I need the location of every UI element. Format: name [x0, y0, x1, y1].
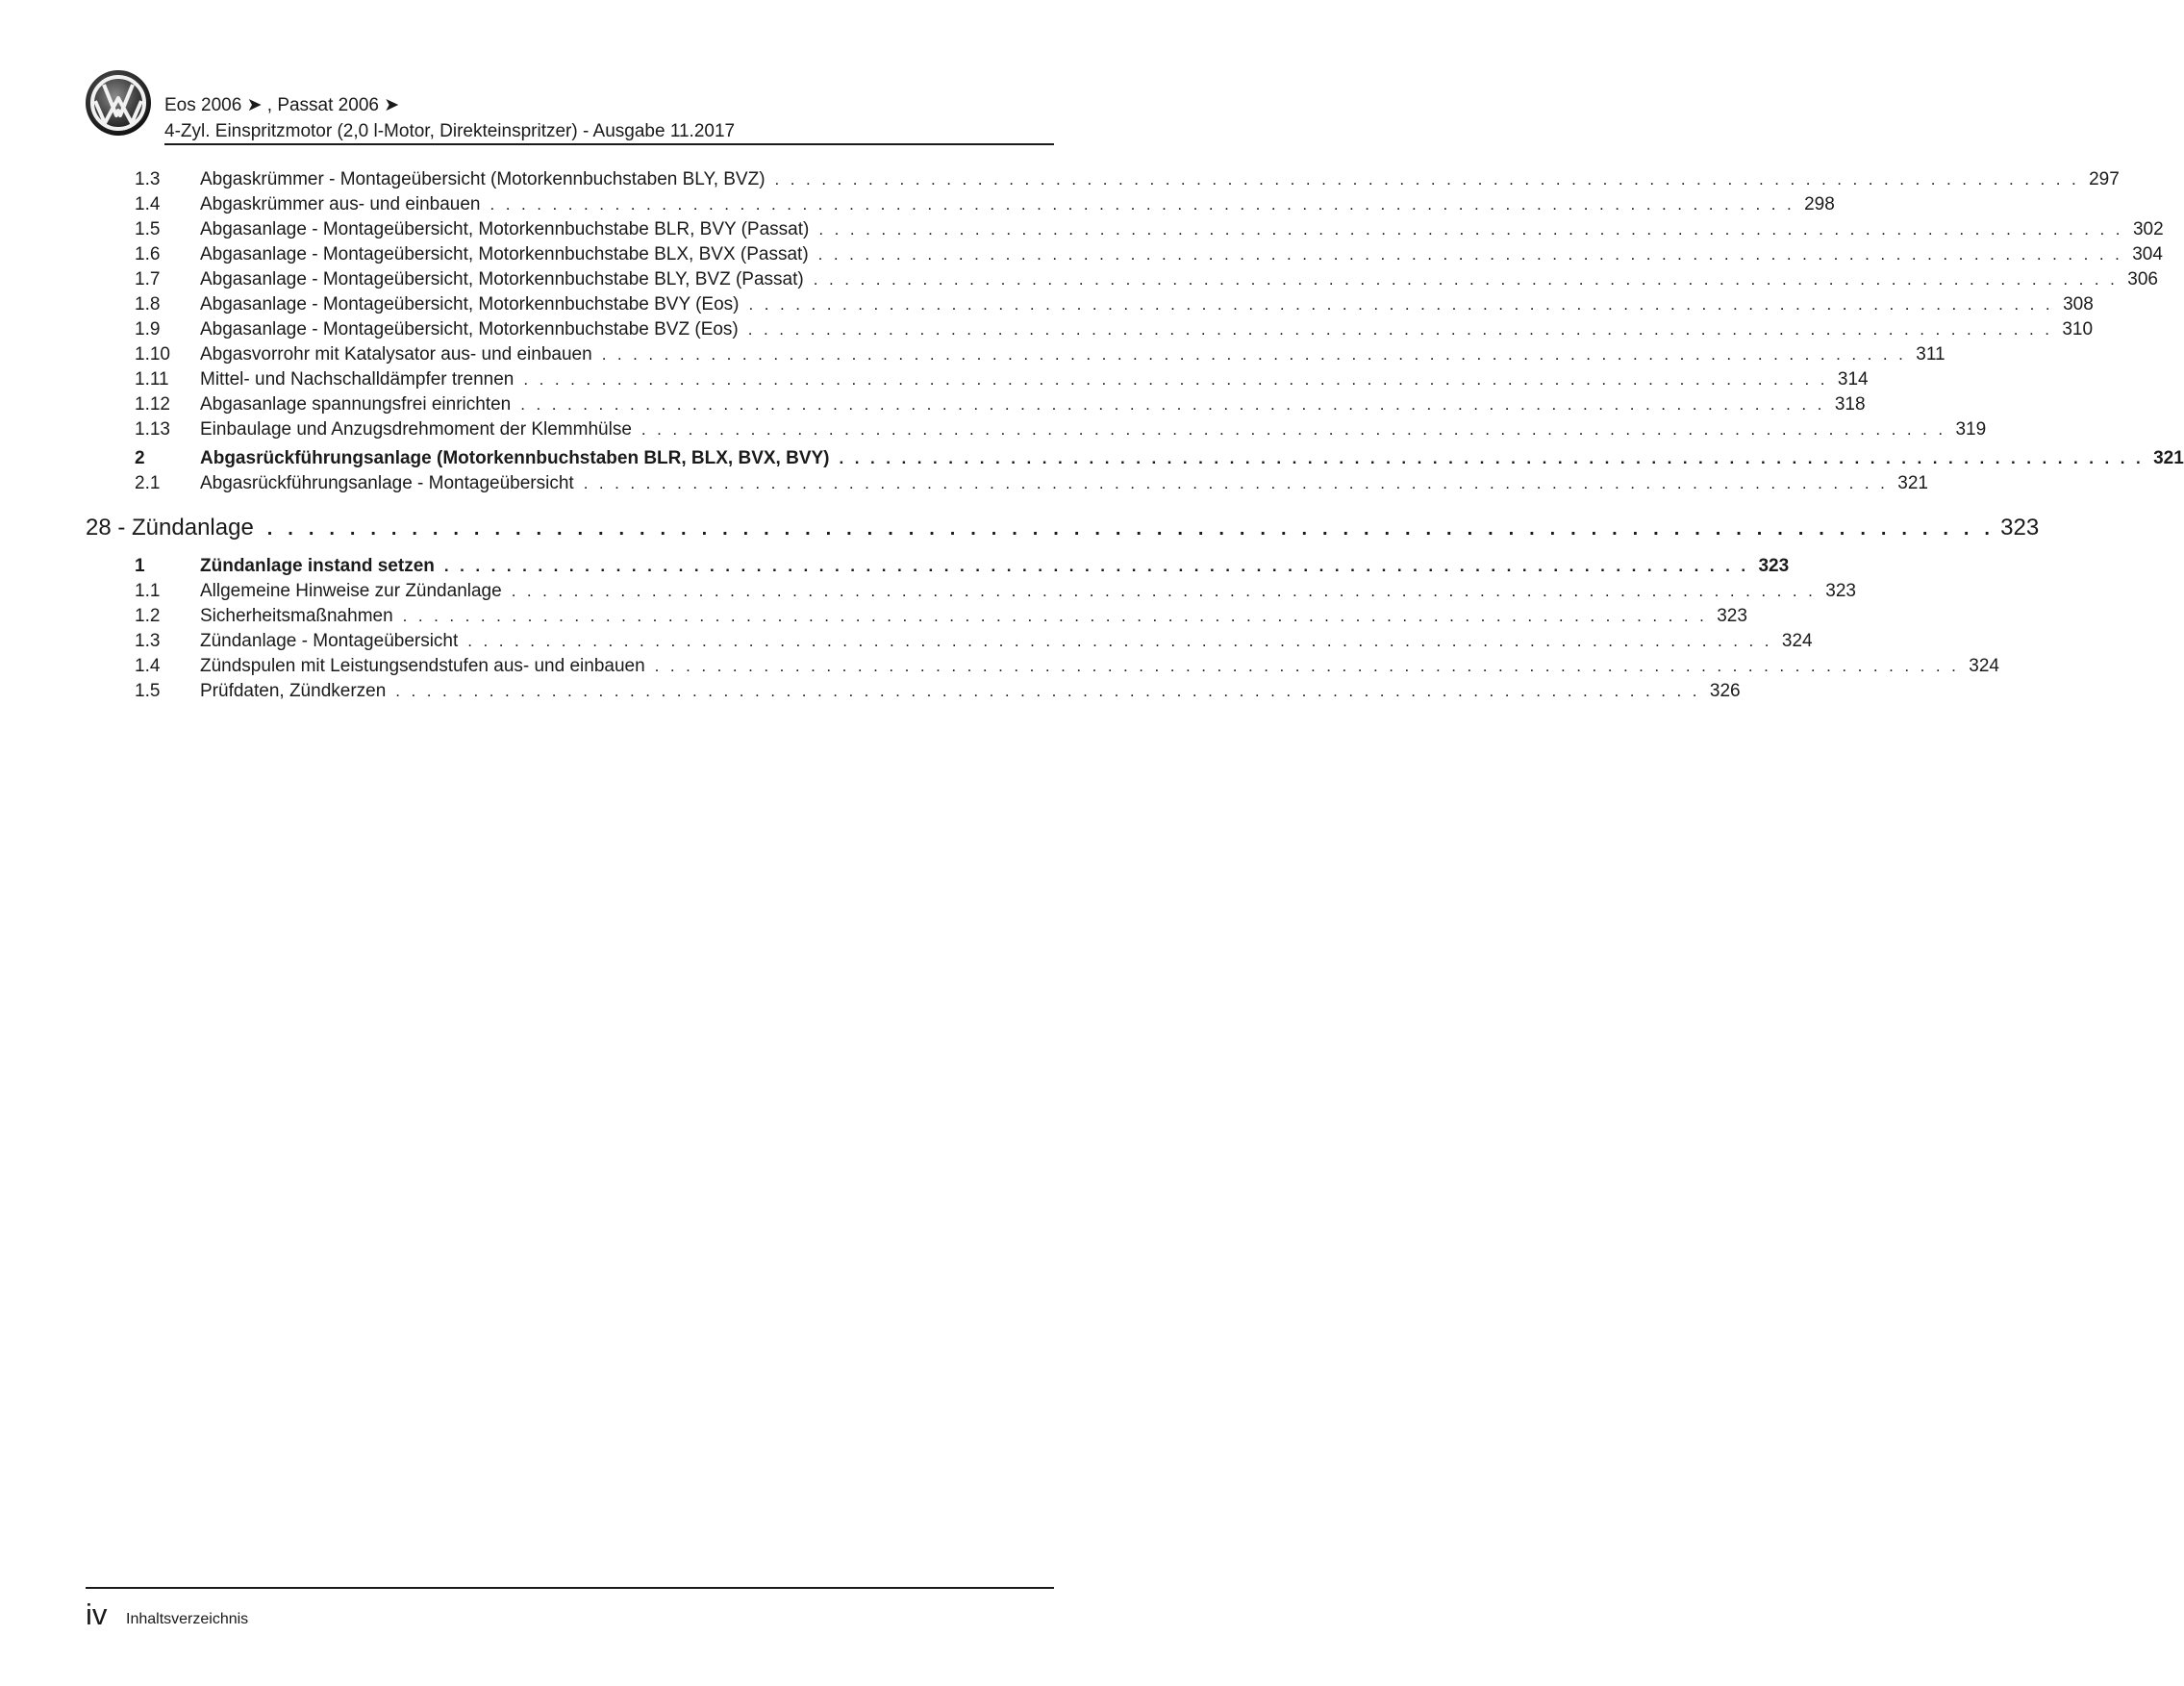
chapter-page: 323 [2000, 515, 2040, 541]
toc-entry-title: Allgemeine Hinweise zur Zündanlage [200, 581, 502, 601]
toc-entry-1-13[interactable] [0, 417, 1987, 442]
toc-leader: . . . . . . . . . . . . . . . . . . . . . . . . . . . . . . . . . . . . . . . . . . . . . . . . . . . . . . . . . . . . . . . . . . . . . . . . . . . . . . . . . . . . [523, 370, 1828, 389]
toc-entry-number: 1.2 [135, 606, 161, 626]
toc-chapter-28[interactable] [86, 512, 2040, 544]
toc-entry-number: 1.1 [135, 581, 161, 601]
toc-entry-page: 297 [2089, 169, 2120, 189]
toc-leader: . . . . . . . . . . . . . . . . . . . . . . . . . . . . . . . . . . . . . . . . . . . . . . . . . . . . . . . . . . . . . . . . . . . . . . . . . . . . . . . . . . . . [748, 295, 2054, 314]
toc-entry-1-10[interactable] [0, 342, 1946, 367]
toc-entry-title: Abgasanlage - Montageübersicht, Motorkennbuchstabe BLY, BVZ (Passat) [200, 269, 804, 289]
toc-leader: . . . . . . . . . . . . . . . . . . . . . . . . . . . . . . . . . . . . . . . . . . . . . . . . . . . . . . . . . . . . . . . . . . . . . . . . . . . . . . . . . . . . [774, 170, 2080, 189]
toc-entry-1-7[interactable] [0, 267, 2158, 292]
toc-leader: . . . . . . . . . . . . . . . . . . . . . . . . . . . . . . . . . . . . . . . . . . . . . . . . . . . . . . . . . . . . . . . . . . . . . . . . . . . . . . . . . . . . [817, 245, 2123, 264]
toc-entry-page: 311 [1916, 344, 1946, 365]
toc-entry-number: 1.10 [135, 344, 170, 365]
toc-entry-title: Einbaulage und Anzugsdrehmoment der Klemmhülse [200, 419, 632, 440]
toc-leader: . . . . . . . . . . . . . . . . . . . . . . . . . . . . . . . . . . . . . . . . . . . . . . . . . . . . . . . . . . . . . . . . . . . . . . . . . . . . . . . . . . . . [747, 320, 2053, 339]
chapter-title: 28 - Zündanlage [86, 515, 254, 541]
toc-leader: . . . . . . . . . . . . . . . . . . . . . . . . . . . . . . . . . . . . . . . . . . . . . . . . . . . . . . . . . . . . . . . . . . . . . . . . . . . . . . . . . . . . [266, 518, 1996, 540]
toc-entry-page: 326 [1709, 681, 1741, 701]
toc-entry-page: 319 [1955, 419, 1987, 440]
toc-entry-number: 1.7 [135, 269, 161, 289]
toc-entry-title: Abgasanlage spannungsfrei einrichten [200, 394, 512, 415]
toc-entry-number: 2.1 [135, 473, 161, 493]
toc-entry-title: Abgasanlage - Montageübersicht, Motorkennbuchstabe BLX, BVX (Passat) [200, 244, 809, 264]
toc-entry-number: 1.3 [135, 169, 161, 189]
toc-entry-1-8[interactable] [0, 292, 2094, 317]
toc-entry-number: 1.5 [135, 219, 161, 239]
toc-leader: . . . . . . . . . . . . . . . . . . . . . . . . . . . . . . . . . . . . . . . . . . . . . . . . . . . . . . . . . . . . . . . . . . . . . . . . . . . . . . . . . . . . [467, 632, 1772, 650]
toc-entry-number: 1 [135, 556, 145, 576]
toc-entry-2-1[interactable] [0, 471, 1928, 496]
toc-entry-number: 1.9 [135, 319, 161, 340]
toc-entry-title: Abgaskrümmer - Montageübersicht (Motorkennbuchstaben BLY, BVZ) [200, 169, 766, 189]
toc-leader: . . . . . . . . . . . . . . . . . . . . . . . . . . . . . . . . . . . . . . . . . . . . . . . . . . . . . . . . . . . . . . . . . . . . . . . . . . . . . . . . . . . . [395, 682, 1700, 700]
toc-entry-title: Mittel- und Nachschalldämpfer trennen [200, 369, 515, 390]
footer-divider [86, 1587, 1054, 1589]
toc-entry-page: 321 [2153, 448, 2184, 468]
toc-entry-title: Prüfdaten, Zündkerzen [200, 681, 387, 701]
toc-leader: . . . . . . . . . . . . . . . . . . . . . . . . . . . . . . . . . . . . . . . . . . . . . . . . . . . . . . . . . . . . . . . . . . . . . . . . . . . . . . . . . . . . [490, 195, 1795, 214]
toc-entry-page: 302 [2132, 219, 2164, 239]
toc-entry-number: 1.4 [135, 656, 161, 676]
footer-section-label: Inhaltsverzeichnis [126, 1611, 249, 1627]
toc-entry-number: 2 [135, 448, 145, 468]
page-number: iv [86, 1598, 108, 1631]
toc-entry-title: Zündanlage instand setzen [200, 556, 435, 576]
toc-entry-page: 323 [1758, 556, 1790, 576]
toc-leader: . . . . . . . . . . . . . . . . . . . . . . . . . . . . . . . . . . . . . . . . . . . . . . . . . . . . . . . . . . . . . . . . . . . . . . . . . . . . . . . . . . . . [402, 607, 1708, 625]
toc-entry-1-3[interactable] [0, 167, 2120, 192]
toc-entry-1-9[interactable] [0, 317, 2094, 342]
toc-entry-number: 1.11 [135, 369, 169, 390]
toc-entry-number: 1.6 [135, 244, 161, 264]
toc-entry-number: 1.13 [135, 419, 170, 440]
vw-logo-icon [85, 69, 152, 137]
toc-entry-page: 324 [1969, 656, 1999, 676]
toc-leader: . . . . . . . . . . . . . . . . . . . . . . . . . . . . . . . . . . . . . . . . . . . . . . . . . . . . . . . . . . . . . . . . . . . . . . . . . . . . . . . . . . . . [654, 657, 1960, 675]
toc-entry-page: 314 [1837, 369, 1869, 390]
toc-entry-title: Abgasvorrohr mit Katalysator aus- und einbauen [200, 344, 592, 365]
toc-entry-number: 1.12 [135, 394, 170, 415]
toc-entry-1-4[interactable] [0, 192, 1835, 217]
toc-entry-title: Zündspulen mit Leistungsendstufen aus- und einbauen [200, 656, 645, 676]
toc-section-1[interactable] [0, 554, 1790, 579]
toc-entry-z1-1[interactable] [0, 579, 1856, 604]
toc-entry-page: 321 [1897, 473, 1928, 493]
toc-entry-title: Zündanlage - Montageübersicht [200, 631, 459, 651]
toc-leader: . . . . . . . . . . . . . . . . . . . . . . . . . . . . . . . . . . . . . . . . . . . . . . . . . . . . . . . . . . . . . . . . . . . . . . . . . . . . . . . . . . . . [601, 345, 1907, 364]
toc-entry-number: 1.3 [135, 631, 161, 651]
toc-entry-page: 324 [1781, 631, 1813, 651]
toc-entry-number: 1.5 [135, 681, 161, 701]
toc-entry-page: 323 [1825, 581, 1856, 601]
toc-entry-1-11[interactable] [0, 367, 1869, 392]
toc-leader: . . . . . . . . . . . . . . . . . . . . . . . . . . . . . . . . . . . . . . . . . . . . . . . . . . . . . . . . . . . . . . . . . . . . . . . . . . . . . . . . . . . . [640, 420, 1946, 439]
toc-entry-z1-3[interactable] [0, 629, 1813, 654]
toc-entry-1-6[interactable] [0, 242, 2163, 267]
toc-leader: . . . . . . . . . . . . . . . . . . . . . . . . . . . . . . . . . . . . . . . . . . . . . . . . . . . . . . . . . . . . . . . . . . . . . . . . . . . . . . . . . . . . [813, 270, 2119, 289]
toc-entry-number: 1.4 [135, 194, 161, 214]
toc-leader: . . . . . . . . . . . . . . . . . . . . . . . . . . . . . . . . . . . . . . . . . . . . . . . . . . . . . . . . . . . . . . . . . . . . . . . . . . . . . . . . . . . . [583, 474, 1889, 492]
toc-entry-page: 306 [2127, 269, 2158, 289]
toc-entry-page: 298 [1804, 194, 1835, 214]
toc-entry-z1-5[interactable] [0, 679, 1741, 704]
toc-leader: . . . . . . . . . . . . . . . . . . . . . . . . . . . . . . . . . . . . . . . . . . . . . . . . . . . . . . . . . . . . . . . . . . . . . . . . . . . . . . . . . . . . [818, 220, 2123, 239]
toc-entry-page: 323 [1717, 606, 1747, 626]
toc-entry-title: Abgaskrümmer aus- und einbauen [200, 194, 481, 214]
header-engine-line: 4-Zyl. Einspritzmotor (2,0 l-Motor, Direkteinspritzer) - Ausgabe 11.2017 [164, 121, 736, 141]
toc-entry-1-12[interactable] [0, 392, 1866, 417]
toc-entry-title: Abgasanlage - Montageübersicht, Motorkennbuchstabe BVY (Eos) [200, 294, 740, 315]
toc-section-2[interactable] [0, 446, 2184, 471]
toc-leader: . . . . . . . . . . . . . . . . . . . . . . . . . . . . . . . . . . . . . . . . . . . . . . . . . . . . . . . . . . . . . . . . . . . . . . . . . . . . . . . . . . . . [443, 557, 1749, 575]
toc-entry-title: Sicherheitsmaßnahmen [200, 606, 393, 626]
toc-entry-page: 310 [2062, 319, 2094, 340]
toc-entry-1-5[interactable] [0, 217, 2164, 242]
toc-entry-page: 308 [2063, 294, 2094, 315]
toc-leader: . . . . . . . . . . . . . . . . . . . . . . . . . . . . . . . . . . . . . . . . . . . . . . . . . . . . . . . . . . . . . . . . . . . . . . . . . . . . . . . . . . . . [511, 582, 1817, 600]
toc-leader: . . . . . . . . . . . . . . . . . . . . . . . . . . . . . . . . . . . . . . . . . . . . . . . . . . . . . . . . . . . . . . . . . . . . . . . . . . . . . . . . . . . . [520, 395, 1825, 414]
toc-entry-page: 304 [2132, 244, 2163, 264]
toc-entry-z1-2[interactable] [0, 604, 1747, 629]
toc-entry-title: Abgasanlage - Montageübersicht, Motorkennbuchstabe BLR, BVY (Passat) [200, 219, 810, 239]
toc-entry-title: Abgasanlage - Montageübersicht, Motorkennbuchstabe BVZ (Eos) [200, 319, 739, 340]
toc-entry-number: 1.8 [135, 294, 161, 315]
toc-entry-title: Abgasrückführungsanlage (Motorkennbuchstaben BLR, BLX, BVX, BVY) [200, 448, 830, 468]
toc-entry-page: 318 [1834, 394, 1866, 415]
toc-entry-title: Abgasrückführungsanlage - Montageübersicht [200, 473, 574, 493]
toc-leader: . . . . . . . . . . . . . . . . . . . . . . . . . . . . . . . . . . . . . . . . . . . . . . . . . . . . . . . . . . . . . . . . . . . . . . . . . . . . . . . . . . . . [839, 449, 2145, 467]
header-divider [164, 143, 1054, 145]
header-model-line: Eos 2006 ➤ , Passat 2006 ➤ [164, 95, 400, 115]
toc-entry-z1-4[interactable] [0, 654, 1999, 679]
